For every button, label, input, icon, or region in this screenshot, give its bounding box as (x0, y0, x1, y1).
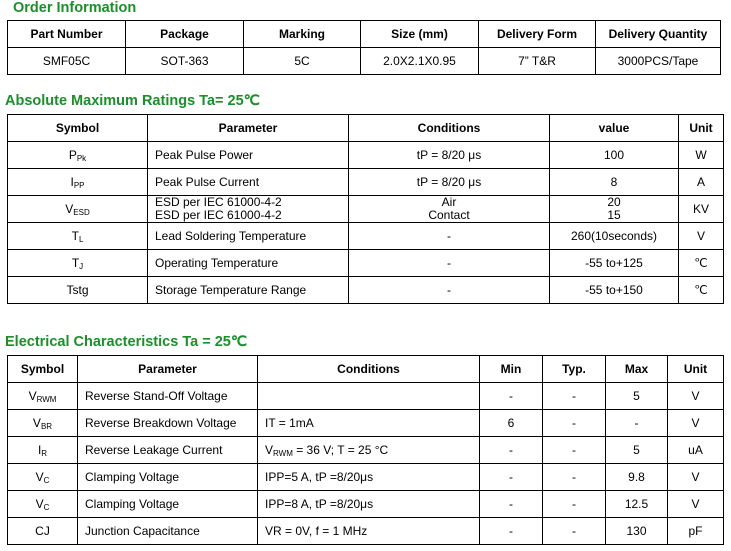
value-cell: -55 to+150 (550, 277, 679, 304)
max-cell: 12.5 (606, 491, 668, 518)
table-row (8, 223, 724, 250)
ec-title: Electrical Characteristics Ta = 25℃ (5, 334, 248, 350)
table-cell: 3000PCS/Tape (596, 48, 721, 75)
parameter-cell: Operating Temperature (148, 250, 349, 277)
table-row (8, 491, 724, 518)
max-cell: 130 (606, 518, 668, 545)
conditions-cell: VR = 0V, f = 1 MHz (258, 518, 480, 545)
amr-header-cell: Symbol (8, 115, 148, 142)
parameter-cell: Junction Capacitance (78, 518, 258, 545)
max-cell: 5 (606, 437, 668, 464)
symbol-cell: Tstg (8, 277, 148, 304)
table-row (8, 250, 724, 277)
unit-cell: V (668, 410, 724, 437)
unit-cell: uA (668, 437, 724, 464)
max-cell: 5 (606, 383, 668, 410)
table-row (8, 277, 724, 304)
order-header-cell: Marking (244, 21, 361, 48)
conditions-cell (258, 383, 480, 410)
ec-header-row (8, 356, 724, 383)
min-cell: - (480, 518, 543, 545)
parameter-cell: Clamping Voltage (78, 464, 258, 491)
order-info-title: Order Information (13, 0, 137, 16)
table-cell: SOT-363 (126, 48, 244, 75)
symbol-cell: $V_{RWM}$ (8, 383, 78, 410)
max-cell: - (606, 410, 668, 437)
unit-cell: KV (679, 196, 724, 223)
unit-cell: pF (668, 518, 724, 545)
unit-cell: V (668, 491, 724, 518)
parameter-cell: Peak Pulse Current (148, 169, 349, 196)
amr-header-cell: Conditions (349, 115, 550, 142)
symbol-cell: $V_C$ (8, 491, 78, 518)
ec-table (7, 355, 724, 545)
unit-cell: A (679, 169, 724, 196)
symbol-cell: $P_{Pk}$ (8, 142, 148, 169)
order-header-cell: Size (mm) (361, 21, 479, 48)
table-row (8, 169, 724, 196)
ec-header-cell: Parameter (78, 356, 258, 383)
table-row (8, 464, 724, 491)
min-cell: - (480, 437, 543, 464)
table-row (8, 383, 724, 410)
ec-header-cell: Typ. (543, 356, 606, 383)
unit-cell: V (668, 383, 724, 410)
min-cell: - (480, 383, 543, 410)
typ-cell: - (543, 464, 606, 491)
table-cell: 7” T&R (479, 48, 596, 75)
typ-cell: - (543, 383, 606, 410)
typ-cell: - (543, 437, 606, 464)
amr-header-cell: value (550, 115, 679, 142)
table-cell: 2.0X2.1X0.95 (361, 48, 479, 75)
conditions-cell: - (349, 277, 550, 304)
symbol-cell: $I_R$ (8, 437, 78, 464)
parameter-cell: Peak Pulse Power (148, 142, 349, 169)
ec-header-cell: Conditions (258, 356, 480, 383)
symbol-cell: CJ (8, 518, 78, 545)
value-cell: 100 (550, 142, 679, 169)
order-header-cell: Delivery Form (479, 21, 596, 48)
value-cell: 20 15 (550, 196, 679, 223)
unit-cell: V (679, 223, 724, 250)
symbol-cell: $V_{ESD}$ (8, 196, 148, 223)
min-cell: 6 (480, 410, 543, 437)
ec-header-cell: Min (480, 356, 543, 383)
symbol-cell: $T_J$ (8, 250, 148, 277)
order-header-row (8, 21, 721, 48)
table-row (8, 410, 724, 437)
conditions-cell: IPP=8 A, tP =8/20μs (258, 491, 480, 518)
parameter-cell: Lead Soldering Temperature (148, 223, 349, 250)
max-cell: 9.8 (606, 464, 668, 491)
ec-header-cell: Symbol (8, 356, 78, 383)
min-cell: - (480, 464, 543, 491)
parameter-cell: Clamping Voltage (78, 491, 258, 518)
parameter-cell: ESD per IEC 61000-4-2 ESD per IEC 61000-4-2 (148, 196, 349, 223)
typ-cell: - (543, 410, 606, 437)
amr-title: Absolute Maximum Ratings Ta= 25℃ (5, 93, 260, 109)
typ-cell: - (543, 518, 606, 545)
table-cell: 5C (244, 48, 361, 75)
order-header-cell: Package (126, 21, 244, 48)
conditions-cell: - (349, 223, 550, 250)
unit-cell: W (679, 142, 724, 169)
parameter-cell: Reverse Leakage Current (78, 437, 258, 464)
symbol-cell: $V_C$ (8, 464, 78, 491)
conditions-cell: tP = 8/20 μs (349, 142, 550, 169)
conditions-cell: IPP=5 A, tP =8/20μs (258, 464, 480, 491)
parameter-cell: Reverse Stand-Off Voltage (78, 383, 258, 410)
value-cell: 260(10seconds) (550, 223, 679, 250)
table-cell: SMF05C (8, 48, 126, 75)
unit-cell: ℃ (679, 250, 724, 277)
table-row (8, 48, 721, 75)
min-cell: - (480, 491, 543, 518)
ec-header-cell: Unit (668, 356, 724, 383)
order-header-cell: Delivery Quantity (596, 21, 721, 48)
order-header-cell: Part Number (8, 21, 126, 48)
parameter-cell: Reverse Breakdown Voltage (78, 410, 258, 437)
conditions-cell: tP = 8/20 μs (349, 169, 550, 196)
value-cell: 8 (550, 169, 679, 196)
order-info-table (7, 20, 721, 75)
symbol-cell: $V_{BR}$ (8, 410, 78, 437)
conditions-cell: $V_{RWM} = 36$ V; T = 25 °C (258, 437, 480, 464)
unit-cell: V (668, 464, 724, 491)
parameter-cell: Storage Temperature Range (148, 277, 349, 304)
table-row (8, 196, 724, 223)
conditions-cell: Air Contact (349, 196, 550, 223)
symbol-cell: $T_L$ (8, 223, 148, 250)
ec-header-cell: Max (606, 356, 668, 383)
conditions-cell: IT = 1mA (258, 410, 480, 437)
unit-cell: ℃ (679, 277, 724, 304)
symbol-cell: $I_{PP}$ (8, 169, 148, 196)
amr-header-row (8, 115, 724, 142)
conditions-cell: - (349, 250, 550, 277)
typ-cell: - (543, 491, 606, 518)
table-row (8, 437, 724, 464)
amr-table (7, 114, 724, 304)
amr-header-cell: Unit (679, 115, 724, 142)
value-cell: -55 to+125 (550, 250, 679, 277)
table-row (8, 518, 724, 545)
table-row (8, 142, 724, 169)
amr-header-cell: Parameter (148, 115, 349, 142)
